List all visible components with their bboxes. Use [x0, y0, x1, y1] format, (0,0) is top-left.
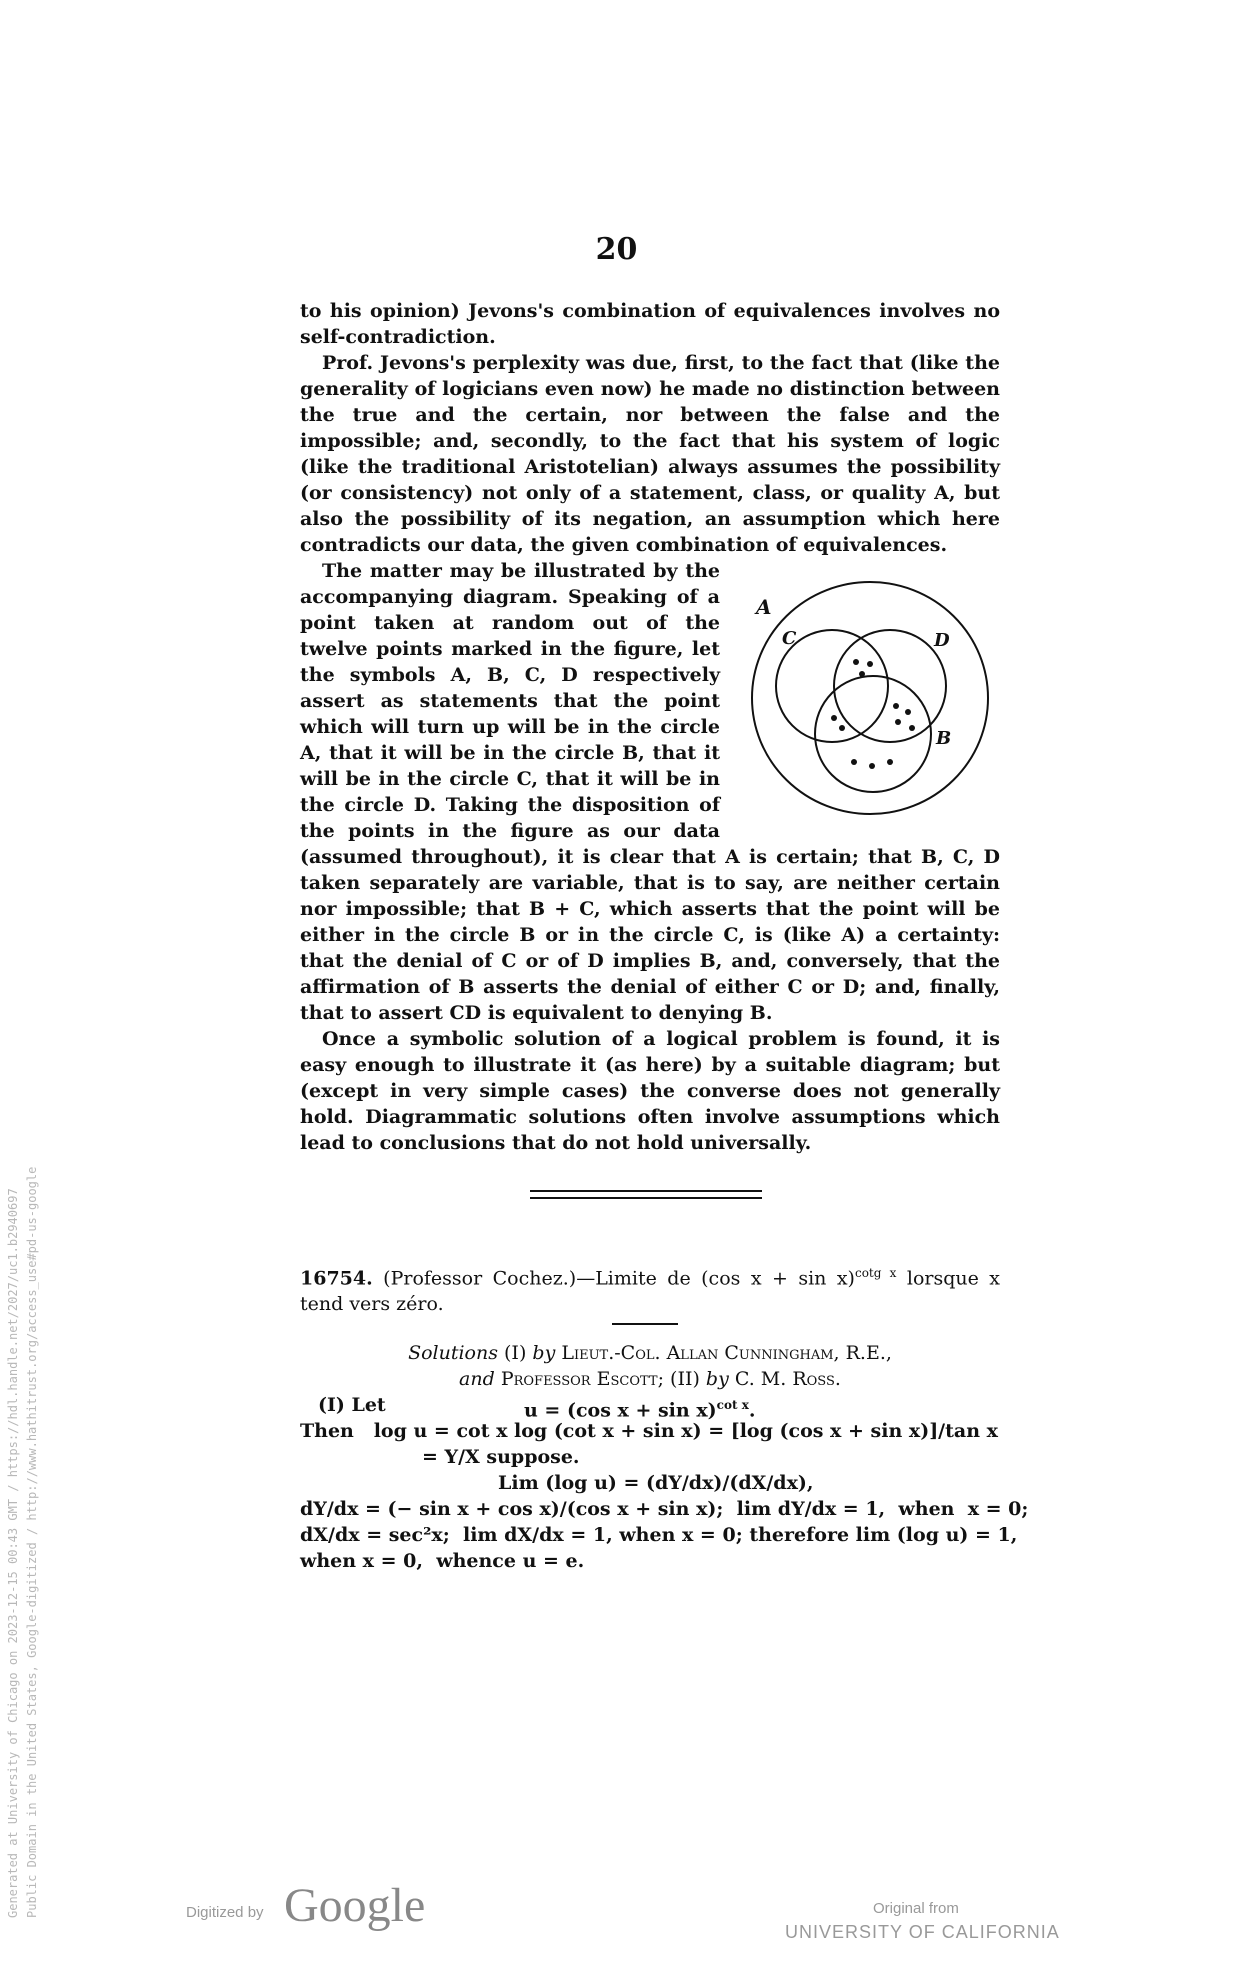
by-label-2: by [705, 1368, 729, 1390]
equation-6 [300, 1522, 1018, 1548]
paragraph-2: Prof. Jevons's perplexity was due, first, to the fact that (like the generality of logicians even now) he made no distinction between the true and the certain, nor between the false and the impossible; and, secondly, to the fact that his system of logic (like the traditional Aristotelian) always assumes the possibility (or consistency) not only of a statement, class, or quality A, but also the possibility of its negation, an assumption which here contradicts our data, the given combination of equivalences. [300, 352, 1000, 556]
solutions-label: Solutions [408, 1342, 498, 1364]
eq3: = Y/X suppose. [422, 1446, 580, 1468]
problem-number: 16754. [300, 1267, 373, 1290]
problem-exponent: cotg x [854, 1266, 897, 1280]
problem-text-end: lorsque x tend vers zéro. [300, 1267, 1001, 1316]
eq1-left: (I) Let [318, 1394, 386, 1416]
eq1-exponent: cot x [716, 1398, 749, 1412]
circle-b [815, 676, 931, 792]
equation-4 [498, 1470, 958, 1496]
circle-a [752, 582, 988, 814]
page-number: 20 [595, 232, 638, 267]
solutions-num: (I) [497, 1342, 533, 1364]
google-logo: Google [284, 1879, 426, 1932]
venn-diagram [738, 566, 1000, 826]
digitized-by-label: Digitized by [186, 1904, 264, 1921]
eq5: dY/dx = (− sin x + cos x)/(cos x + sin x); lim dY/dx = 1, when x = 0; [300, 1498, 1029, 1520]
eq1-end: . [748, 1399, 756, 1422]
section-rule [530, 1190, 762, 1199]
original-from-label: Original from [873, 1900, 959, 1917]
solutions-title [300, 1340, 1000, 1392]
hathitrust-margin-note [4, 958, 42, 1918]
margin-line-2: Public Domain in the United States, Google-digitized / http://www.hathitrust.org/access_use#pd-us-google [25, 1166, 39, 1918]
paragraph-3: The matter may be illustrated by the accompanying diagram. Speaking of a point taken at random out of the twelve points marked in the figure, let the symbols A, B, C, D respectively assert as statements that the point which will turn up will be in the circle A, that it will be in the circle B, that it will be in the circle C, that it will be in the circle D. Taking the disposition of the points in the figure as our data (assumed throughout), it is clear that A is certain; that B, C, D taken separately are variable, that is to say, are neither certain nor impossible; that B + C, which asserts that the point will be either in the circle B or in the circle C, is (like A) a certainty: that the denial of C or of D implies B, and, conversely, that the affirmation of B asserts the denial of either C or D; and, finally, that to assert CD is equivalent to denying B. [300, 560, 1000, 1024]
eq1-right: u = (cos x + sin x) [524, 1399, 717, 1422]
author-3: C. M. Ross. [728, 1368, 841, 1390]
label-b: B [936, 728, 952, 749]
author-1: Lieut.-Col. Allan Cunningham, R.E., [555, 1342, 892, 1364]
eq2: Then log u = cot x log (cot x + sin x) = [log (cos x + sin x)]/tan x [300, 1420, 998, 1442]
paragraph-1: to his opinion) Jevons's combination of equivalences involves no self-contradiction. [300, 300, 1000, 348]
circle-d [834, 630, 946, 742]
equation-5 [300, 1496, 1029, 1522]
label-d: D [934, 630, 950, 651]
equation-7 [300, 1548, 1000, 1574]
eq7: when x = 0, whence u = e. [300, 1550, 585, 1572]
equation-1 [300, 1392, 1000, 1422]
main-text [300, 298, 1000, 1156]
by-label: by [532, 1342, 556, 1364]
paragraph-4: Once a symbolic solution of a logical problem is found, it is easy enough to illustrate it (as here) by a suitable diagram; but (except in very simple cases) the converse does not generally hold. Diagrammatic solutions often involve assumptions which lead to conclusions that do not hold universally. [300, 1028, 1000, 1154]
short-rule [612, 1323, 678, 1325]
university-label: UNIVERSITY OF CALIFORNIA [785, 1922, 1060, 1942]
and-label: and [459, 1368, 495, 1390]
problem-text: (Professor Cochez.)—Limite de (cos x + sin x) [383, 1267, 855, 1290]
eq6: dX/dx = sec²x; lim dX/dx = 1, when x = 0; therefore lim (log u) = 1, [300, 1524, 1018, 1546]
problem-statement [300, 1260, 1000, 1317]
equation-3 [422, 1444, 922, 1470]
eq4: Lim (log u) = (dY/dx)/(dX/dx), [498, 1472, 814, 1494]
author-2: Professor Escott; (II) [494, 1368, 706, 1390]
label-a: A [756, 595, 772, 619]
equation-2 [300, 1418, 1000, 1444]
label-c: C [782, 628, 797, 649]
margin-line-1: Generated at University of Chicago on 2023-12-15 00:43 GMT / https://hdl.handle.net/2027/uc1.b2940697 [6, 1188, 20, 1918]
